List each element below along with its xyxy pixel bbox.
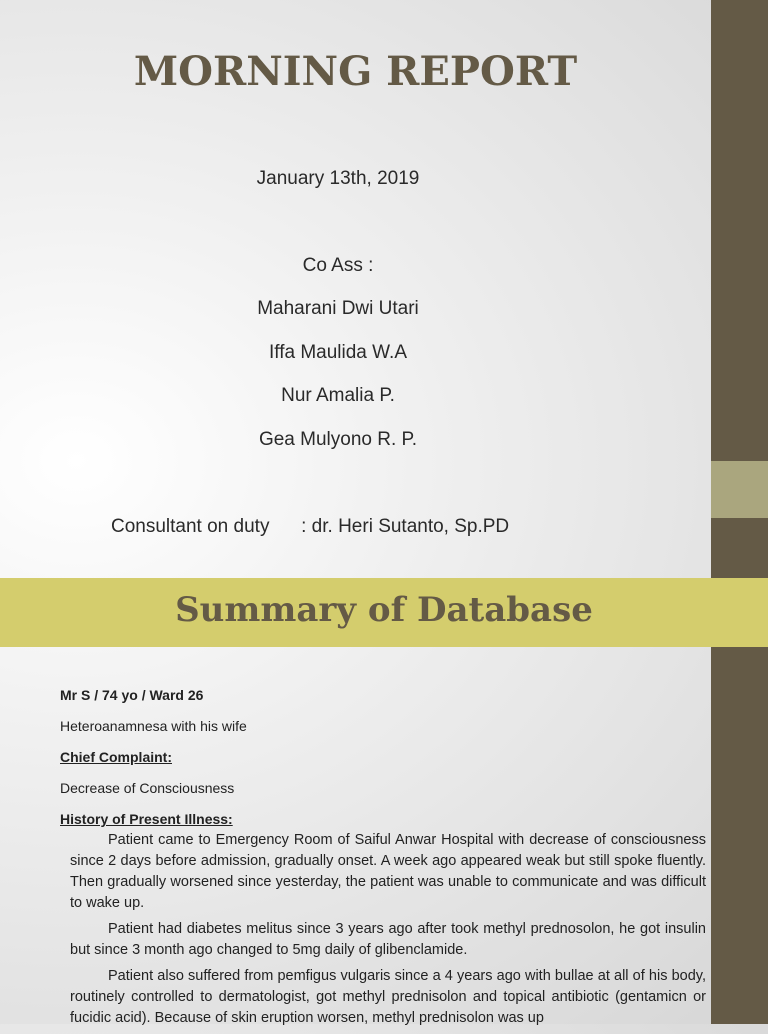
summary-body	[60, 686, 706, 1034]
coass-name: Gea Mulyono R. P.	[258, 429, 418, 450]
consultant-on-duty: Consultant on duty : dr. Heri Sutanto, Sp.PD	[111, 516, 510, 537]
patient-info: Mr S / 74 yo / Ward 26	[60, 687, 204, 703]
hpi-paragraph: Patient also suffered from pemfigus vulgaris since a 4 years ago with bullae at all of his body, routinely controlled to dermatologist, got methyl prednisolon and topical antibiotic (gentamicn or fucidic acid). Because of skin eruption worsen, methyl prednisolon was up	[70, 968, 706, 1026]
sidebar-accent	[711, 461, 768, 518]
summary-title: Summary of Database	[175, 590, 593, 630]
coass-name: Iffa Maulida W.A	[269, 342, 407, 363]
heteroanamnesa: Heteroanamnesa with his wife	[60, 718, 247, 734]
chief-complaint-heading: Chief Complaint:	[60, 749, 172, 765]
report-date: January 13th, 2019	[256, 168, 420, 189]
chief-complaint: Decrease of Consciousness	[60, 780, 235, 796]
hpi-paragraph: Patient had diabetes melitus since 3 years ago after took methyl prednosolon, he got insulin but since 3 month ago changed to 5mg daily of glibenclamide.	[70, 921, 706, 958]
slide-title: MORNING REPORT	[133, 48, 578, 95]
coass-label: Co Ass :	[302, 255, 374, 276]
hpi-heading: History of Present Illness:	[60, 811, 233, 827]
coass-name: Maharani Dwi Utari	[257, 298, 419, 319]
hpi-paragraph: Patient came to Emergency Room of Saiful Anwar Hospital with decrease of consciousness since 2 days before admission, gradually onset. A week ago appeared weak but still spoke fluently. Then gradually worsened since yesterday, the patient was unable to communicate and was difficult to wake up.	[70, 832, 706, 911]
coass-name: Nur Amalia P.	[281, 385, 395, 406]
